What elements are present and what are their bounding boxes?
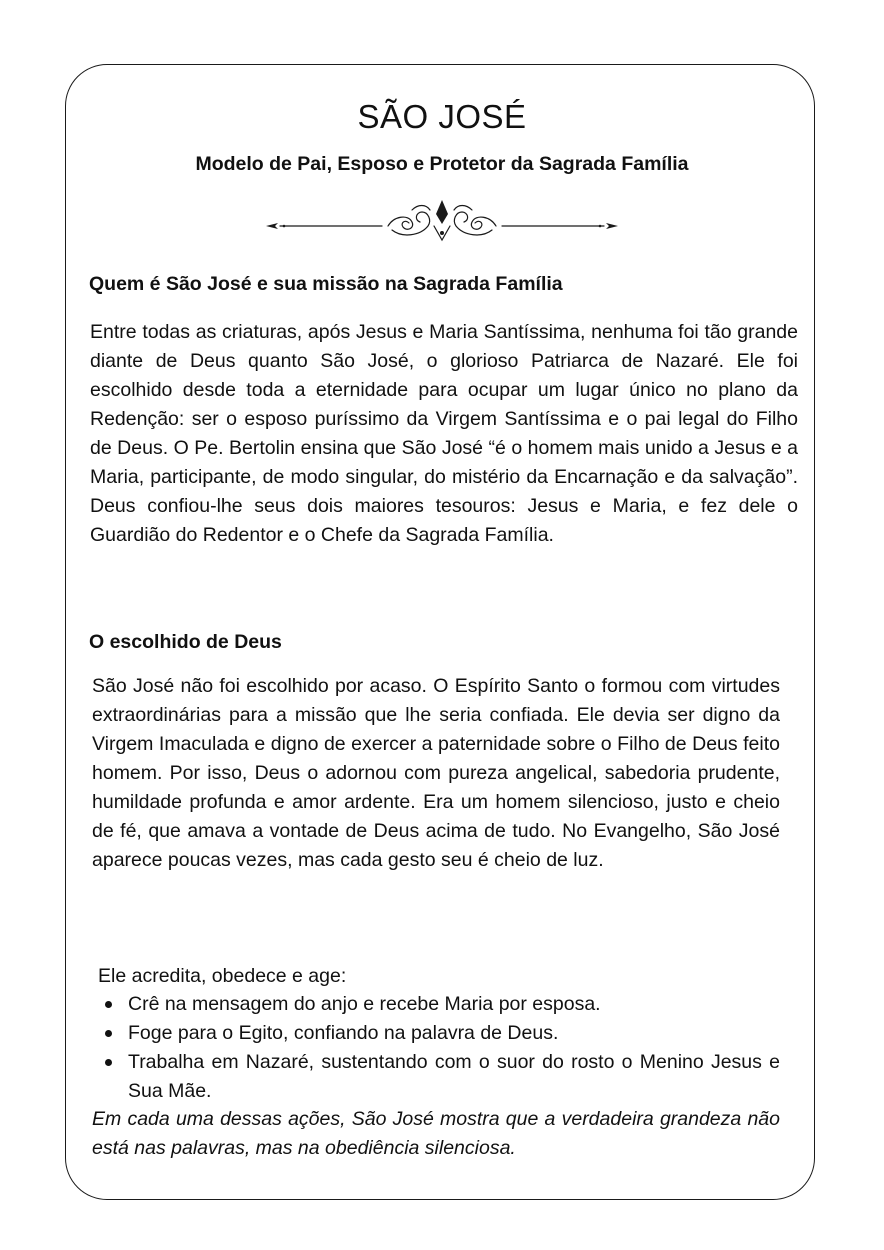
paragraph-chosen: São José não foi escolhido por acaso. O Espírito Santo o formou com virtudes extraordinárias para a missão que lhe seria confiada. Ele devia ser digno da Virgem Imaculada e digno de exercer a paternidade sobre o Filho de Deus feito homem. Por isso, Deus o adornou com pureza angelical, sabedoria prudente, humildade profunda e amor ardente. Era um homem silencioso, justo e cheio de fé, que amava a vontade de Deus acima de tudo. No Evangelho, São José aparece poucas vezes, mas cada gesto seu é cheio de luz.: [92, 675, 780, 871]
page-title: SÃO JOSÉ: [357, 98, 527, 135]
list-intro: Ele acredita, obedece e age:: [98, 965, 347, 987]
list-item: [92, 1048, 780, 1106]
section-heading-mission: Quem é São José e sua missão na Sagrada Família: [89, 273, 563, 295]
bullet-icon: [105, 1030, 112, 1037]
list-item: [92, 1019, 780, 1048]
list-item-text: Foge para o Egito, confiando na palavra de Deus.: [128, 1022, 559, 1044]
list-item-text: Crê na mensagem do anjo e recebe Maria por esposa.: [128, 993, 601, 1015]
paragraph-mission: Entre todas as criaturas, após Jesus e Maria Santíssima, nenhuma foi tão grande diante de Deus quanto São José, o glorioso Patriarca de Nazaré. Ele foi escolhido desde toda a eternidade para ocupar um lugar único no plano da Redenção: ser o esposo puríssimo da Virgem Santíssima e o pai legal do Filho de Deus. O Pe. Bertolin ensina que São José “é o homem mais unido a Jesus e a Maria, participante, de modo singular, do mistério da Encarnação e da salvação”. Deus confiou-lhe seus dois maiores tesouros: Jesus e Maria, e fez dele o Guardião do Redentor e o Chefe da Sagrada Família.: [90, 321, 798, 546]
page-subtitle: Modelo de Pai, Esposo e Protetor da Sagrada Família: [195, 153, 689, 175]
list-item-text: Trabalha em Nazaré, sustentando com o suor do rosto o Menino Jesus e Sua Mãe.: [128, 1051, 780, 1102]
flourish-divider-icon: [262, 196, 622, 244]
list-item: [92, 990, 780, 1019]
bullet-icon: [105, 1001, 112, 1008]
bullet-icon: [105, 1059, 112, 1066]
action-list: [92, 990, 780, 1106]
closing-quote: Em cada uma dessas ações, São José mostra que a verdadeira grandeza não está nas palavras, mas na obediência silenciosa.: [92, 1108, 780, 1159]
section-heading-chosen: O escolhido de Deus: [89, 631, 282, 653]
